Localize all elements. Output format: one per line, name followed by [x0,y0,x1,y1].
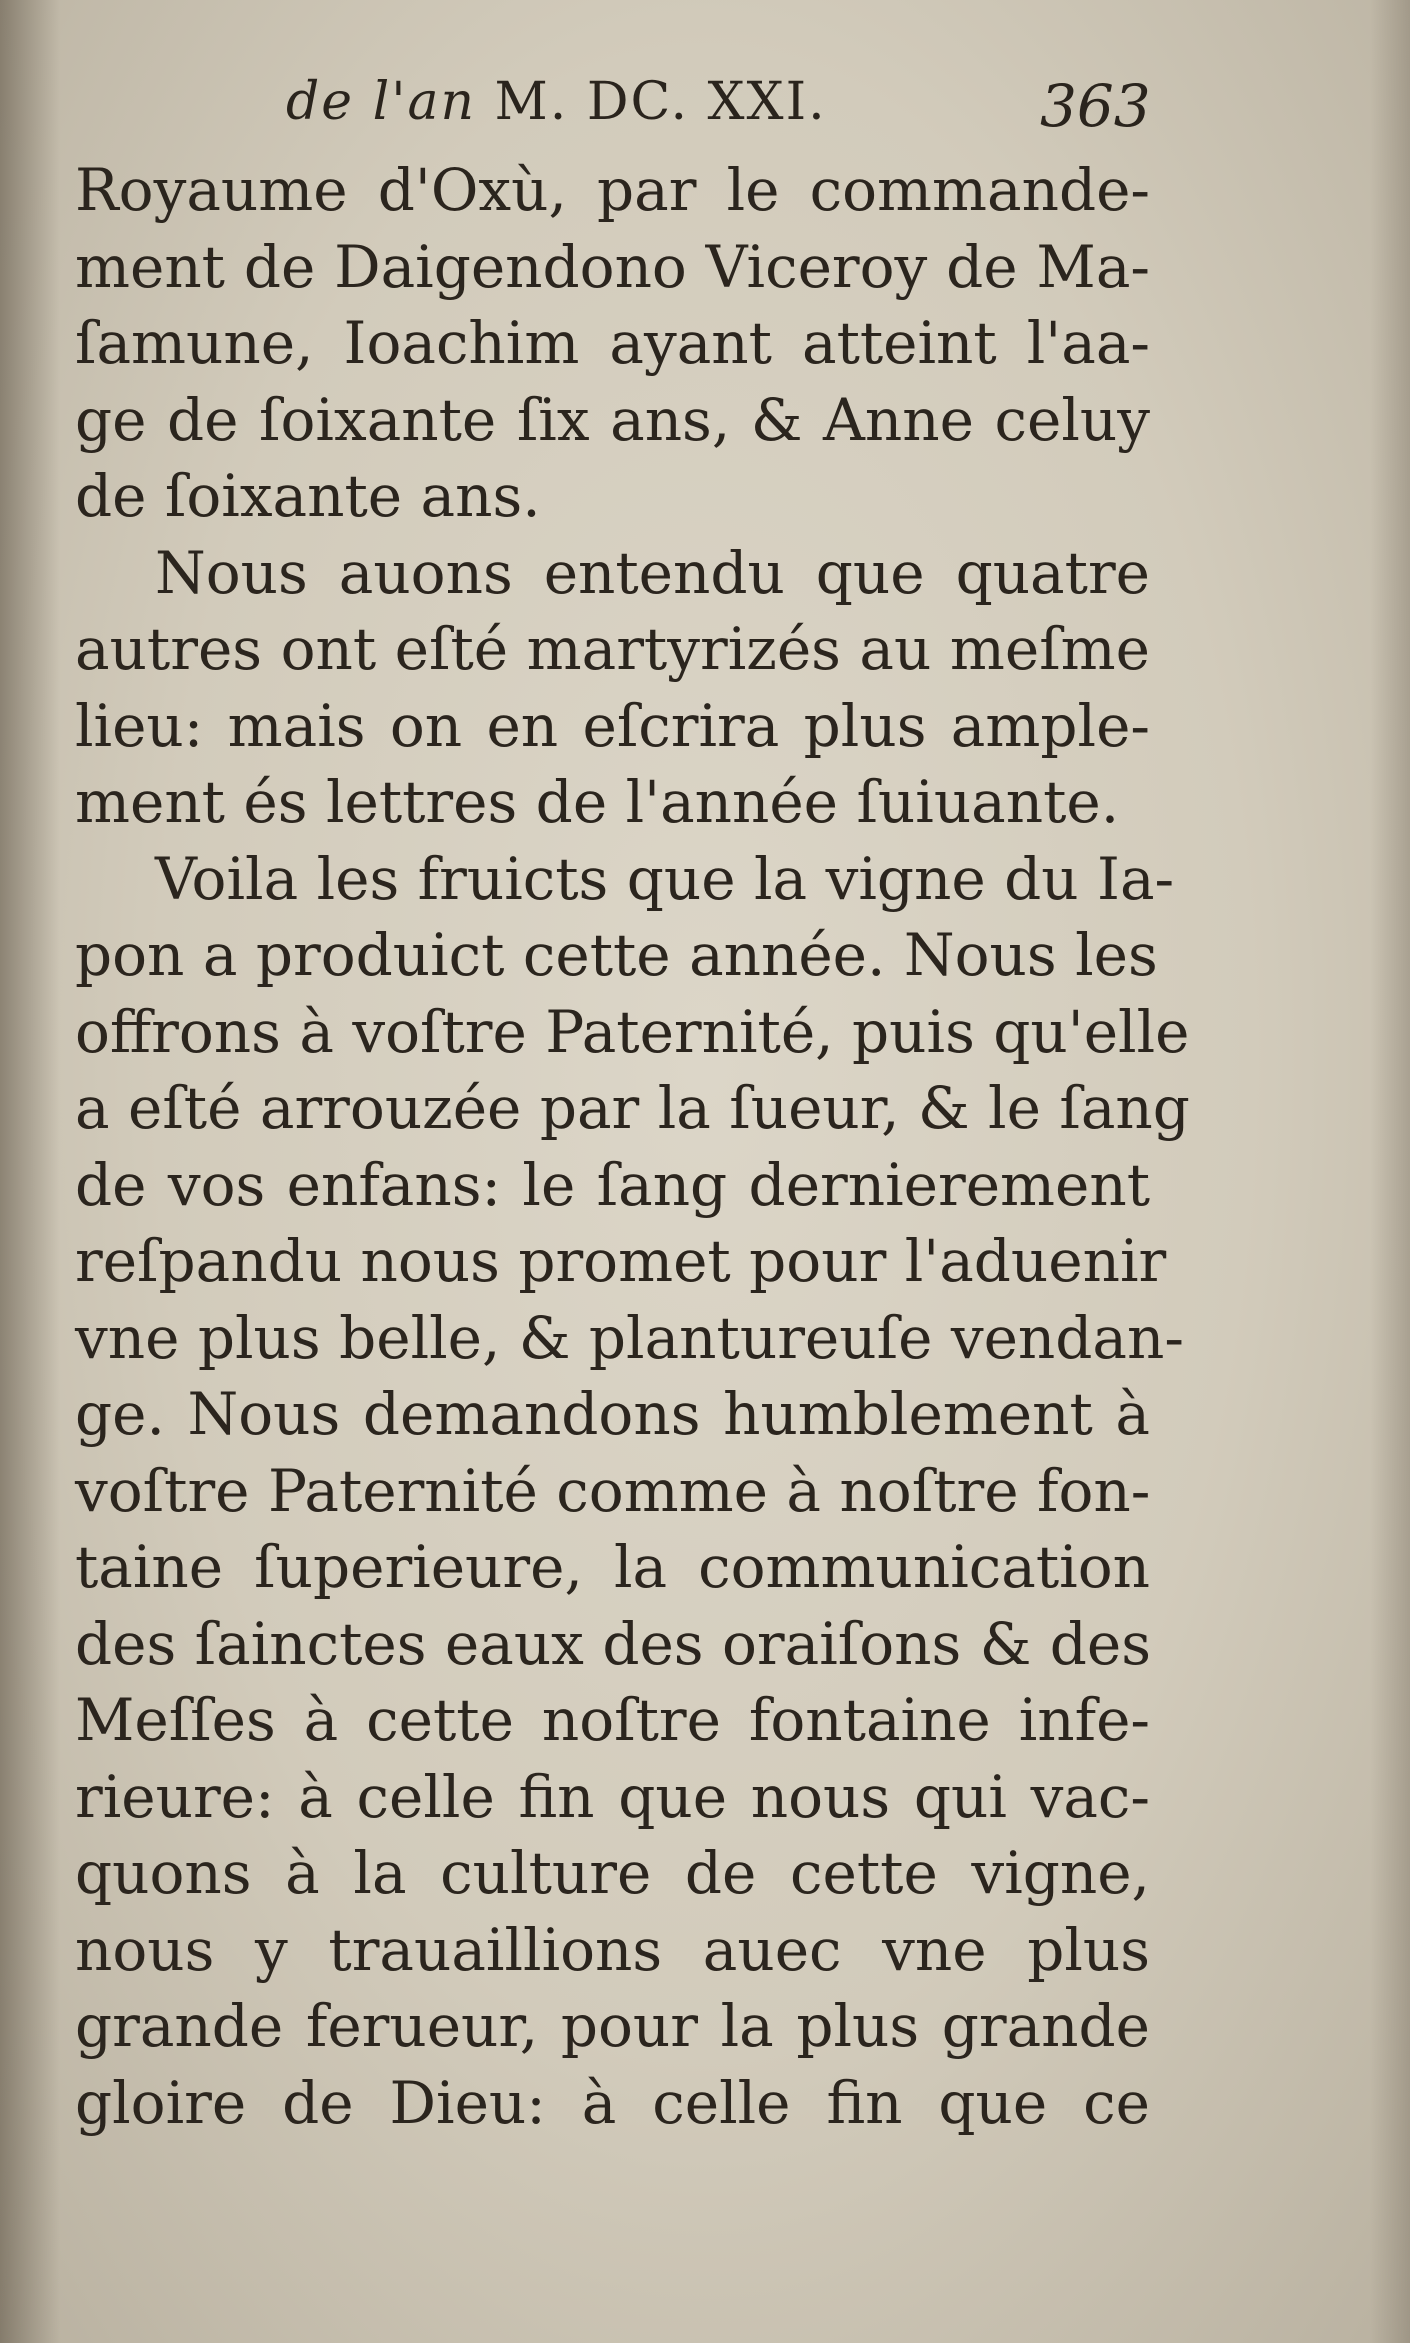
text-line: autres ont eſté martyrizés au meſme [75,615,1150,683]
text-line: quons à la culture de cette vigne, [75,1839,1150,1907]
text-line: Meſſes à cette noſtre fontaine infe- [75,1686,1150,1754]
running-head-year: M. DC. XXI. [494,72,827,132]
text-line: grande ferueur, pour la plus grande [75,1992,1150,2060]
text-line: ge. Nous demandons humblement à [75,1380,1150,1448]
running-head-prefix: de l'an [286,72,477,132]
body-text [75,152,1190,2141]
text-line: offrons à voſtre Paternité, puis qu'elle [75,997,1190,1066]
text-line: lieu: mais on en eſcrira plus ample- [75,691,1150,760]
text-line: gloire de Dieu: à celle fin que ce [75,2068,1150,2137]
text-line: nous y trauaillions auec vne plus [75,1915,1150,1984]
text-line: de vos enfans: le ſang dernierement [75,1150,1150,1219]
text-line: Nous auons entendu que quatre [155,538,1150,607]
text-line: taine ſuperieure, la communication [75,1533,1150,1601]
text-line: Royaume d'Oxù, par le commande- [75,156,1150,224]
text-line: rieure: à celle fin que nous qui vac- [75,1762,1150,1831]
text-line: Voila les fruicts que la vigne du Ia- [155,844,1175,913]
text-line: de ſoixante ans. [75,462,541,530]
running-head [286,72,827,132]
text-line: reſpandu nous promet pour l'aduenir [75,1227,1167,1295]
text-line: ment és lettres de l'année ſuiuante. [75,768,1120,836]
text-line: voſtre Paternité comme à noſtre fon- [75,1456,1151,1525]
text-line: ge de ſoixante ſix ans, & Anne celuy [75,385,1150,454]
text-line: des ſainctes eaux des oraiſons & des [75,1609,1151,1678]
text-line: ment de Daigendono Viceroy de Ma- [75,232,1150,301]
text-line: a eſté arrouzée par la ſueur, & le ſang [75,1074,1190,1142]
text-line: vne plus belle, & plantureuſe vendan- [75,1303,1184,1372]
text-line: pon a produict cette année. Nous les [75,921,1158,989]
page-number: 363 [1040,72,1151,140]
text-line: ſamune, Ioachim ayant atteint l'aa- [75,309,1150,377]
page-header [0,72,1410,142]
